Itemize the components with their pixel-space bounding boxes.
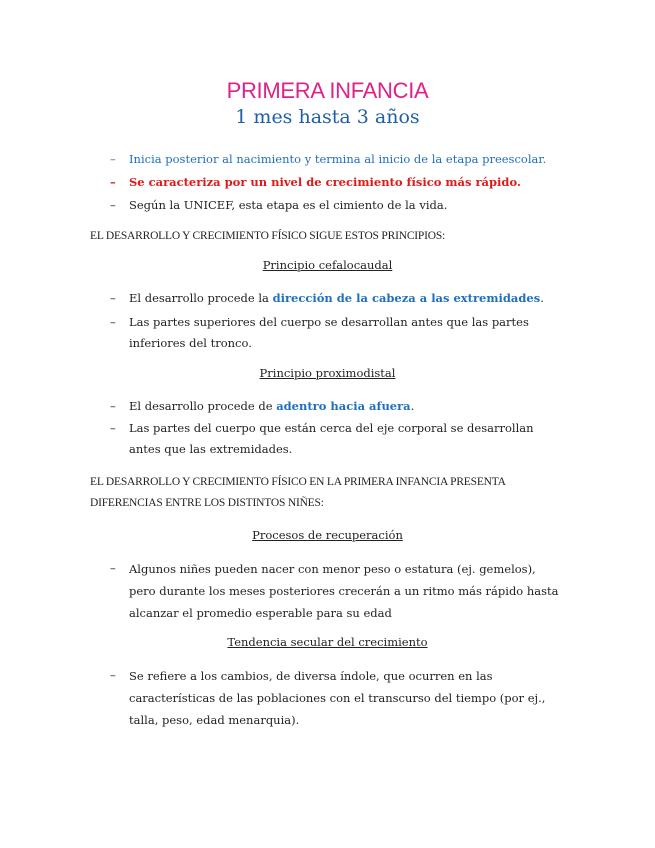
dash-bullet: – (110, 291, 116, 305)
section-heading: Procesos de recuperación (252, 528, 403, 542)
intro-item-text: Inicia posterior al nacimiento y termina al inicio de la etapa preescolar. (129, 152, 547, 166)
list-item-text: Algunos niñes pueden nacer con menor peso o estatura (ej. gemelos), pero durante los meses posteriores crecerán a un ritmo más rápido hasta alcanzar el promedio esperable para su edad (129, 562, 559, 620)
list-item-text: Las partes del cuerpo que están cerca del eje corporal se desarrollan antes que las extremidades. (129, 421, 534, 456)
intro-item-text: Según la UNICEF, esta etapa es el cimiento de la vida. (129, 198, 448, 212)
dash-bullet: – (110, 561, 116, 575)
dash-bullet: – (110, 399, 116, 413)
list-item-text: El desarrollo procede la dirección de la cabeza a las extremidades. (129, 291, 544, 305)
section-heading: Tendencia secular del crecimiento (227, 635, 428, 649)
section-paragraph: EL DESARROLLO Y CRECIMIENTO FÍSICO SIGUE ESTOS PRINCIPIOS: (90, 230, 446, 242)
highlight-text: dirección de la cabeza a las extremidades (272, 291, 541, 305)
dash-bullet: – (110, 315, 116, 329)
section-heading: Principio cefalocaudal (262, 258, 393, 272)
list-item-text: Se refiere a los cambios, de diversa índole, que ocurren en las características de las poblaciones con el transcurso del tiempo (por ej., talla, peso, edad menarquia). (129, 669, 546, 727)
list-item-text: El desarrollo procede de adentro hacia afuera. (129, 399, 415, 413)
section-paragraph: EL DESARROLLO Y CRECIMIENTO FÍSICO EN LA PRIMERA INFANCIA PRESENTA DIFERENCIAS ENTRE LOS DISTINTOS NIÑES: (90, 476, 506, 509)
dash-bullet: – (110, 175, 116, 189)
page-title: PRIMERA INFANCIA (226, 78, 429, 103)
highlight-text: adentro hacia afuera (276, 399, 411, 413)
dash-bullet: – (110, 198, 116, 212)
list-item-text: Las partes superiores del cuerpo se desarrollan antes que las partes inferiores del tronco. (129, 315, 529, 350)
section-heading: Principio proximodistal (259, 366, 396, 380)
intro-item-text: Se caracteriza por un nivel de crecimiento físico más rápido. (129, 175, 521, 189)
page-subtitle: 1 mes hasta 3 años (235, 106, 420, 128)
dash-bullet: – (110, 421, 116, 435)
dash-bullet: – (110, 152, 116, 166)
dash-bullet: – (110, 668, 116, 682)
